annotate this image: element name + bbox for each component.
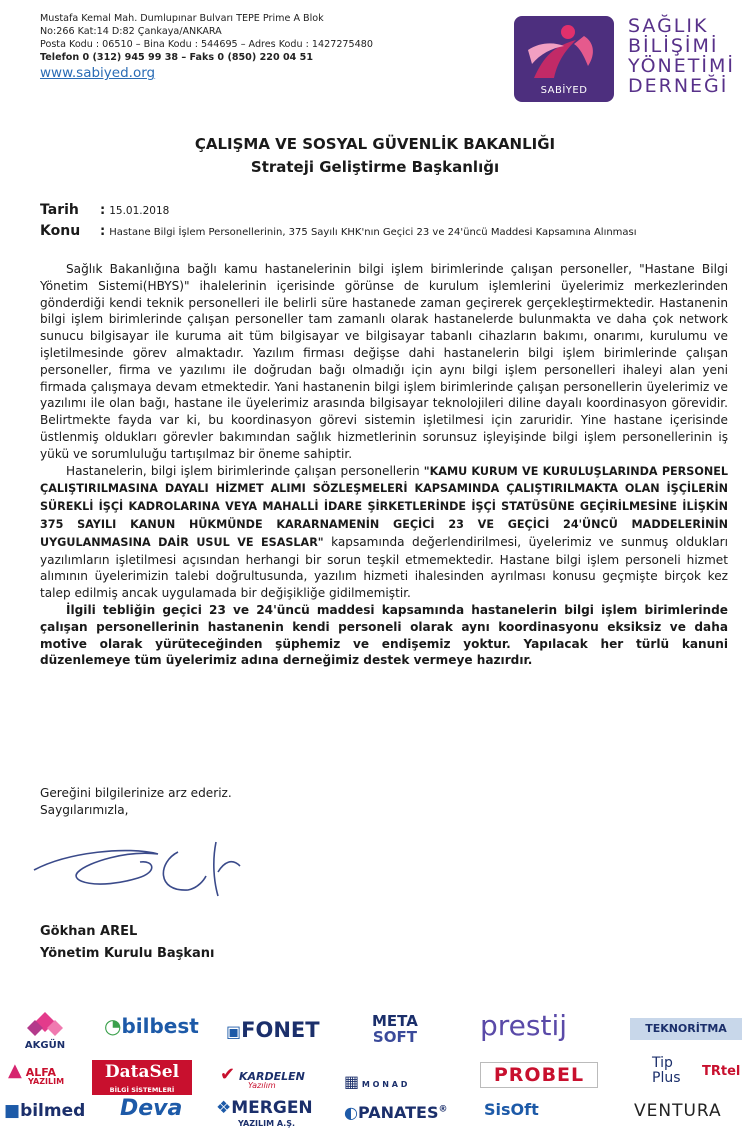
body-paragraph-1: Sağlık Bakanlığına bağlı kamu hastanelerinin bilgi işlem birimlerinde çalışan personeller, "Hastane Bilgi Yönetim Sistemi(HBYS)" ihalelerinin içerisinde görünse de kurulum işlemlerini üyelerimiz merkezlerinden gönderdiği kendi teknik personelleri ile belirli süre hastanede zaman geçirerek gerçekleştirmektedir. Hastanenin bilgi işlem birimlerinde çalışan personeller tam zamanlı olarak hastanelerde bulunmakta ve daha çok network sunucu bilgisayar ile kuruma ait tüm bilgisayar ve bilgisayar tabanlı cihazların bakımı, onarımı, kurulumu ve işletilmesinde görev almaktadır. Yazılım firması değişse dahi hastanelerin bilgi işlem birimlerinde çalışan personeller, firma ve yazılımı ile doğrudan bağı olmadığı için aynı bilgi işlem personelleri ihaleyi alan yeni firmada çalışmaya devam etmektedir. Yani hastanenin bilgi işlem birimlerinde çalışan personellerin üyelerimiz ve yazılımı ile olan bağı, hastane ile üyelerimiz arasında bilgisayar teknolojileri diline dayalı koordinasyon görevidir. Belirtmekte fayda var ki, bu koordinasyon görevi sistemin işletilmesi için zaruridir. Yine hastane içerisinde üstlenmiş oldukları görevler bakımından sağlık hizmetlerinin sorunsuz işleyişinde bilgi işlem personellerinin iş yükü ve sorumluluğu tartışılmaz bir öneme sahiptir. [40,262,728,461]
website-link[interactable]: www.sabiyed.org [40,65,156,81]
organization-name [628,16,740,96]
sponsor-bilmed: ■bilmed [4,1101,86,1121]
org-name-line: SAĞLIK [628,15,709,37]
p2-intro: Hastanelerin, bilgi işlem birimlerinde çalışan personellerin [66,463,424,478]
sabiyed-logo [514,16,614,102]
letter-meta [40,202,637,244]
address-line: No:266 Kat:14 D:82 Çankaya/ANKARA [40,26,222,37]
date-label: Tarih [40,202,79,218]
org-name-line: BİLİŞİMİ [628,35,719,57]
closing-line: Gereğini bilgilerinize arz ederiz. [40,786,232,800]
sponsor-sisoft: SisOft [484,1100,539,1119]
sponsor-panates: ◐PANATES® [344,1103,448,1122]
sponsor-akgun: AKGÜN [14,1010,76,1051]
sponsor-datasel: DataSel [92,1060,192,1086]
sponsor-teknoritma: TEKNORİTMA [630,1018,742,1040]
sponsor-alfa: ▲ ALFA YAZILIM [8,1060,65,1086]
p3-text: İlgili tebliğin geçici 23 ve 24'üncü maddesi kapsamında hastanelerin bilgi işlem birimlerinde çalışan personellerinin hastanenin kendi personeli olarak aynı koordinasyonu eksiksiz ve daha motive olarak yürüteceğinden şüphemiz ve endişemiz yoktur. Yapılacak her türlü kanuni düzenlemeye tüm üyelerimiz adına derneğimiz destek vermeye hazırdır. [40,602,728,668]
org-name-line: DERNEĞİ [628,75,729,97]
signer-title: Yönetim Kurulu Başkanı [40,946,215,961]
date-value: 15.01.2018 [109,205,170,217]
logo-text: SABİYED [540,85,588,96]
address-line: Posta Kodu : 06510 – Bina Kodu : 544695 – Adres Kodu : 1427275480 [40,39,373,50]
sponsor-ventura: VENTURA [634,1101,722,1121]
sponsor-fonet: ▣FONET [226,1018,320,1042]
sponsor-tipplus: Tip Plus [652,1055,681,1086]
signatory [40,921,215,965]
closing [40,785,232,819]
sponsor-metasoft: META SOFT [372,1012,418,1046]
handwritten-signature [28,832,268,904]
akgun-logo-icon [25,1010,65,1038]
sponsor-prestij: prestij [480,1009,568,1042]
sponsor-datasel-sub: BİLGİ SİSTEMLERİ [92,1086,192,1095]
sponsor-mergen: ❖MERGEN YAZILIM A.Ş. [216,1098,313,1128]
p2-rest: kapsamında değerlendirilmesi, üyelerimiz ve sunmuş oldukları yazılımların işletilmesi açısından herhangi bir sorun teşkil etmemektedir. Hastane bilgi işlem personeli hizmet alımının üyelerimizin talebi doğrultusunda, yazılım hizmeti ihalesinden ayrılması konusu geçmişte birçok kez talep edilmiş ancak uygulamada bir değişikliğe gidilmemiştir. [40,534,728,601]
address-line: Mustafa Kemal Mah. Dumlupınar Bulvarı TEPE Prime A Blok [40,13,324,24]
sponsor-bilbest: ◔bilbest [104,1014,199,1038]
sponsor-probel: PROBEL [480,1062,598,1088]
logo-figure-icon [514,16,614,86]
subject-row: Konu : Hastane Bilgi İşlem Personellerinin, 375 Sayılı KHK'nın Geçici 23 ve 24'üncü Maddesi Kapsamına Alınması [40,223,637,239]
subject-label: Konu [40,223,81,239]
recipient-ministry: ÇALIŞMA VE SOSYAL GÜVENLİK BAKANLIĞI [194,135,556,153]
closing-line: Saygılarımızla, [40,803,129,817]
sponsor-trtel: TRtel [702,1064,741,1079]
body-paragraph-3 [40,602,728,669]
sponsor-deva: Deva [120,1096,183,1121]
sponsor-kardelen: ✔ KARDELEN Yazılım [220,1064,305,1090]
sponsor-monad: ▦ M O N A D [344,1072,408,1091]
signer-name: Gökhan AREL [40,924,138,939]
body-paragraph-2 [40,463,728,602]
date-row: Tarih : 15.01.2018 [40,202,170,218]
letter-body [40,261,728,669]
letterhead-address [40,12,373,80]
recipient-department: Strateji Geliştirme Başkanlığı [250,158,500,176]
subject-value: Hastane Bilgi İşlem Personellerinin, 375 Sayılı KHK'nın Geçici 23 ve 24'üncü Maddesi Kapsamına Alınması [109,227,637,238]
regulation-title: "KAMU KURUM VE KURULUŞLARINDA PERSONEL ÇALIŞTIRILMASINA DAYALI HİZMET ALIMI SÖZLEŞMELERİ KAPSAMINDA ÇALIŞTIRILMAKTA OLAN İŞÇİLERİN SÜREKLİ İŞÇİ KADROLARINA VEYA MAHALLİ İDARE ŞİRKETLERİNDE İŞÇİ STATÜSÜNE GEÇİRİLMESİNE İLİŞKİN 375 SAYILI KANUN HÜKMÜNDE KARARNAMENİN GEÇİCİ 23 VE GEÇİCİ 24'ÜNCÜ MADDELERİNİN UYGULANMASINA DAİR USUL VE ESASLAR" [40,464,728,549]
phone-line: Telefon 0 (312) 945 99 38 – Faks 0 (850) 220 04 51 [40,52,313,63]
org-name-line: YÖNETİMİ [628,55,735,77]
